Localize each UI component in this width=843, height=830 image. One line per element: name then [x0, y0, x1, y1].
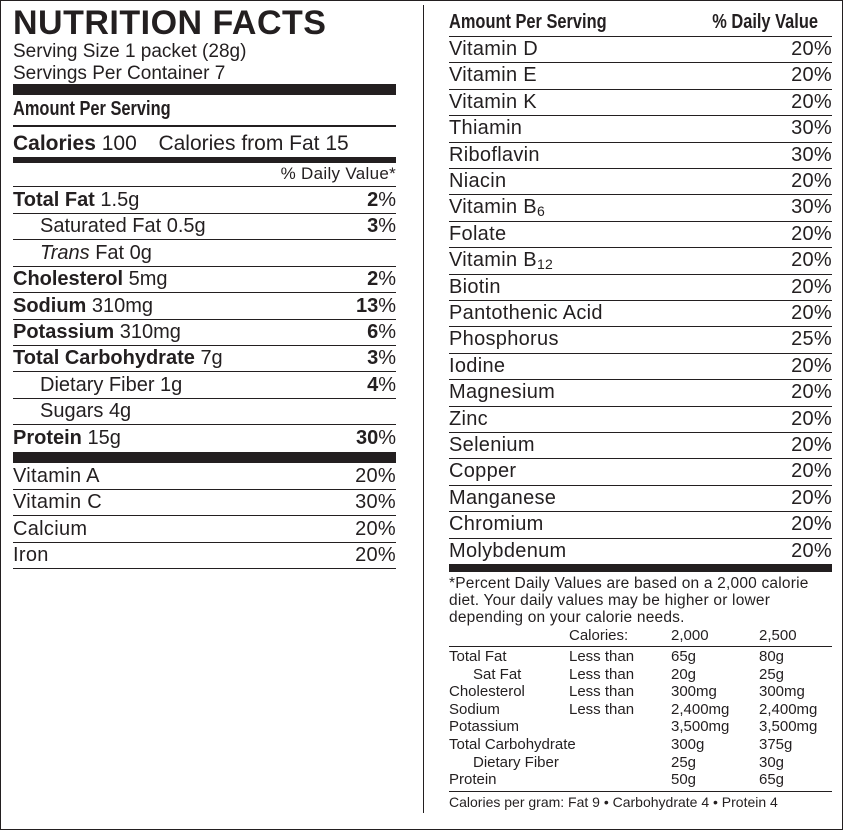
footnote-limit: Less than: [569, 665, 635, 683]
calories-row: [13, 131, 349, 157]
nutrient-name: Sugars: [40, 400, 104, 423]
vitamin-value: 20%: [791, 486, 832, 509]
vitamin-name: Vitamin C: [13, 491, 103, 514]
vitamin-name: Iron: [13, 544, 49, 567]
footnote-value-2000: 300mg: [671, 683, 717, 701]
column-divider: [423, 5, 424, 813]
vitamin-name-wrap: [449, 38, 538, 60]
vitamin-row: [449, 274, 832, 300]
vitamin-name-wrap: [449, 355, 505, 377]
vitamin-row: [449, 511, 832, 537]
nutrient-amount: 310mg: [119, 321, 181, 343]
footnote-value-2500: 375g: [759, 736, 793, 753]
amount-per-serving-header: [13, 97, 205, 121]
daily-value-footnote: *Percent Daily Values are based on a 2,000 calorie diet. Your daily values may be higher or lower depending on your calorie needs.: [449, 575, 809, 626]
right-daily-value: % Daily Value: [712, 11, 818, 33]
nutrient-row: [13, 372, 396, 398]
vitamin-name: Pantothenic Acid: [449, 302, 603, 324]
nutrient-amount: 7g: [200, 347, 223, 370]
vitamin-name-wrap: [449, 513, 544, 535]
nutrient-row: [13, 319, 396, 345]
nutrient-label: [13, 427, 121, 449]
nutrient-row: [13, 345, 396, 371]
vitamin-value: 20%: [791, 460, 832, 483]
footnote-row: [449, 648, 832, 666]
footnote-value-2500: 65g: [759, 771, 785, 789]
vitamin-value: 20%: [791, 64, 832, 87]
vitamin-row: [449, 458, 832, 484]
vitamin-value: 20%: [791, 381, 832, 404]
nutrient-percent: 2%: [367, 268, 396, 291]
vitamin-row: [449, 194, 832, 220]
vitamin-name-wrap: [449, 144, 540, 166]
vitamin-row: [449, 62, 832, 88]
vitamin-row: [449, 353, 832, 379]
vitamin-value: 30%: [355, 491, 396, 514]
vitamin-name-wrap: [449, 460, 516, 482]
vitamin-name-wrap: [449, 117, 522, 139]
vitamin-row: [449, 485, 832, 511]
vitamin-name-wrap: [449, 223, 506, 245]
right-amount-per-serving: Amount Per Serving: [449, 11, 607, 33]
vitamin-name-wrap: [449, 328, 559, 350]
daily-value-header: % Daily Value*: [280, 164, 396, 183]
thick-divider: [13, 84, 396, 95]
footnote-nutrient: Dietary Fiber: [473, 753, 559, 771]
vitamin-name: Vitamin B: [449, 249, 537, 272]
nutrient-row: [13, 187, 396, 213]
nutrient-row: [13, 240, 396, 266]
nutrient-row: [13, 425, 396, 451]
calories-col-label: Calories:: [569, 627, 629, 644]
amount-per-serving-label: Amount Per Serving: [13, 98, 171, 120]
nutrient-name: Protein: [13, 426, 82, 449]
nutrient-percent-value: 4: [367, 373, 379, 396]
vitamin-name-wrap: [449, 91, 537, 113]
nutrient-amount: 5mg: [128, 268, 168, 291]
thick-divider: [13, 452, 396, 463]
nutrient-label: [13, 215, 206, 237]
nutrient-name: Sodium: [13, 294, 87, 317]
vitamin-row: [449, 379, 832, 405]
vitamin-value: 30%: [791, 196, 832, 219]
vitamin-name: Biotin: [449, 275, 501, 298]
nutrient-row: [13, 213, 396, 239]
vitamin-name: Manganese: [449, 486, 557, 509]
vitamin-row: [449, 36, 832, 62]
calories-col-2000: 2,000: [671, 627, 709, 644]
nutrient-label: [13, 374, 182, 396]
nutrient-name: Fat: [95, 241, 125, 264]
vitamin-row: [449, 168, 832, 194]
vitamin-value: 20%: [355, 517, 396, 540]
footnote-value-2000: 20g: [671, 665, 697, 683]
vitamin-name-wrap: [449, 276, 501, 298]
nutrient-label: [13, 268, 168, 290]
vitamin-row: [449, 221, 832, 247]
footnote-nutrient: Cholesterol: [449, 683, 525, 701]
nutrient-amount: 1.5g: [100, 189, 140, 211]
footnote-nutrient: Potassium: [449, 718, 520, 736]
panel-title: NUTRITION FACTS: [13, 4, 327, 42]
vitamin-value: 20%: [791, 170, 832, 192]
nutrient-percent: 13%: [355, 294, 396, 317]
nutrient-percent-value: 6: [367, 321, 379, 343]
vitamin-value: 20%: [791, 513, 832, 536]
vitamin-name: Zinc: [449, 407, 488, 430]
vitamin-name-wrap: [449, 302, 603, 324]
nutrient-label: [13, 321, 181, 343]
vitamin-name: Vitamin A: [13, 465, 100, 487]
nutrient-label: [13, 189, 139, 211]
vitamin-value: 30%: [791, 117, 832, 140]
footnote-nutrient: Total Carbohydrate: [449, 736, 576, 753]
vitamin-value: 20%: [791, 249, 832, 272]
nutrient-percent: 2%: [367, 189, 396, 211]
vitamin-row: [449, 115, 832, 141]
footnote-value-2000: 65g: [671, 648, 697, 665]
divider: [449, 646, 832, 647]
vitamin-row: [13, 489, 396, 515]
footnote-calories-header: [449, 627, 832, 645]
vitamin-value: 20%: [791, 407, 832, 430]
divider: [13, 125, 396, 127]
footnote-value-2500: 3,500mg: [759, 718, 818, 736]
vitamin-value: 20%: [791, 275, 832, 298]
vitamin-name: Vitamin K: [449, 90, 537, 113]
vitamin-value: 20%: [791, 539, 832, 562]
footnote-nutrient: Protein: [449, 771, 497, 789]
nutrient-percent: 4%: [367, 373, 396, 396]
nutrient-percent-value: 13: [355, 294, 379, 317]
divider: [13, 568, 396, 569]
nutrient-amount: 0.5g: [166, 215, 206, 238]
footnote-limit: Less than: [569, 683, 635, 701]
nutrient-percent: 3%: [367, 347, 396, 370]
vitamin-value: 20%: [791, 302, 832, 324]
vitamin-value: 20%: [355, 544, 396, 567]
nutrient-amount: 4g: [108, 400, 132, 423]
vitamin-value: 20%: [791, 434, 832, 456]
nutrient-percent-value: 3: [367, 215, 379, 238]
nutrient-percent-value: 2: [367, 268, 379, 291]
vitamin-name: Iodine: [449, 354, 506, 377]
divider: [449, 791, 832, 792]
vitamin-name: Folate: [449, 222, 507, 245]
nutrient-amount: 310mg: [91, 294, 154, 317]
vitamin-row: [13, 542, 396, 568]
vitamin-name-wrap: [449, 196, 545, 218]
footnote-value-2500: 300mg: [759, 683, 805, 701]
vitamin-name: Selenium: [449, 434, 535, 456]
vitamin-name-wrap: [449, 170, 506, 192]
footnote-value-2000: 3,500mg: [671, 718, 730, 736]
footnote-row: [449, 754, 832, 772]
nutrient-name: Potassium: [13, 321, 115, 343]
vitamin-name: Chromium: [449, 513, 544, 536]
vitamin-name-wrap: [449, 487, 556, 509]
footnote-value-2500: 2,400mg: [759, 700, 818, 718]
vitamin-row: [449, 538, 832, 564]
footnote-limit: Less than: [569, 700, 635, 718]
vitamin-name: Magnesium: [449, 381, 556, 404]
vitamin-name: Molybdenum: [449, 539, 567, 562]
nutrient-percent-value: 2: [367, 189, 379, 211]
calories-from-fat: Calories from Fat 15: [158, 132, 349, 155]
vitamin-name-wrap: [449, 64, 537, 86]
vitamin-row: [449, 247, 832, 273]
nutrient-label: [13, 295, 153, 317]
thick-divider: [449, 564, 832, 572]
nutrient-amount: 1g: [160, 373, 183, 396]
footnote-row: [449, 736, 832, 754]
nutrient-row: [13, 398, 396, 424]
vitamin-name-wrap: [449, 408, 488, 430]
vitamin-row: [13, 516, 396, 542]
vitamin-name: Vitamin B: [449, 196, 537, 219]
vitamin-name-wrap: [449, 249, 553, 271]
calories-per-gram: Calories per gram: Fat 9 • Carbohydrate 4 • Protein 4: [449, 794, 778, 810]
nutrient-amount: 15g: [87, 426, 121, 449]
nutrient-percent: 6%: [367, 321, 396, 343]
footnote-limit: Less than: [569, 648, 635, 665]
vitamin-row: [449, 89, 832, 115]
nutrient-percent-value: 30: [355, 426, 379, 449]
vitamin-subscript: 6: [536, 203, 546, 220]
vitamin-name: Vitamin D: [449, 38, 539, 60]
vitamin-value: 20%: [791, 354, 832, 377]
vitamin-name: Copper: [449, 460, 517, 483]
nutrient-italic-prefix: Trans: [40, 241, 90, 264]
vitamin-name-wrap: [449, 540, 567, 562]
vitamin-value: 20%: [791, 38, 832, 60]
vitamin-row: [449, 326, 832, 352]
vitamin-value: 20%: [355, 465, 396, 487]
vitamin-value: 20%: [791, 222, 832, 245]
footnote-value-2000: 2,400mg: [671, 700, 730, 718]
footnote-row: [449, 718, 832, 736]
serving-size: Serving Size 1 packet (28g): [13, 41, 247, 62]
calories-col-2500: 2,500: [759, 627, 797, 644]
vitamin-row: [449, 406, 832, 432]
nutrient-label: [13, 400, 131, 422]
footnote-value-2500: 80g: [759, 648, 785, 665]
footnote-nutrient: Sat Fat: [473, 665, 522, 683]
nutrient-row: [13, 266, 396, 292]
footnote-row: [449, 701, 832, 719]
right-header: [449, 9, 832, 35]
nutrient-name: Cholesterol: [13, 268, 124, 291]
footnote-row: [449, 683, 832, 701]
footnote-nutrient: Sodium: [449, 700, 500, 718]
servings-per-container: Servings Per Container 7: [13, 63, 226, 84]
vitamin-row: [449, 142, 832, 168]
vitamin-name-wrap: [449, 381, 555, 403]
footnote-row: [449, 666, 832, 684]
vitamin-row: [449, 300, 832, 326]
vitamin-name: Thiamin: [449, 117, 523, 140]
nutrient-name: Saturated Fat: [40, 215, 162, 238]
calories-value: 100: [101, 132, 137, 155]
nutrient-name: Total Carbohydrate: [13, 347, 195, 370]
footnote-value-2500: 30g: [759, 753, 785, 771]
nutrient-label: [13, 347, 223, 369]
nutrient-percent: 3%: [367, 215, 396, 238]
vitamin-name: Vitamin E: [449, 64, 537, 87]
footnote-value-2000: 25g: [671, 753, 697, 771]
nutrient-row: [13, 293, 396, 319]
vitamin-value: 20%: [791, 90, 832, 113]
nutrient-label: [13, 242, 152, 264]
calories-label: Calories: [13, 132, 96, 155]
vitamin-value: 25%: [791, 328, 832, 351]
vitamin-subscript: 12: [536, 256, 554, 273]
footnote-value-2500: 25g: [759, 665, 785, 683]
vitamin-name: Phosphorus: [449, 328, 559, 351]
vitamin-name-wrap: [449, 434, 535, 456]
vitamin-row: [449, 432, 832, 458]
vitamin-name: Niacin: [449, 170, 507, 192]
nutrient-percent-value: 3: [367, 347, 379, 370]
footnote-row: [449, 771, 832, 789]
nutrient-name: Dietary Fiber: [40, 373, 155, 396]
vitamin-row: [13, 463, 396, 489]
vitamin-name: Calcium: [13, 517, 88, 540]
footnote-value-2000: 300g: [671, 736, 705, 753]
vitamin-value: 30%: [791, 143, 832, 166]
nutrient-percent: 30%: [355, 426, 396, 449]
nutrient-amount: 0g: [129, 241, 152, 264]
footnote-value-2000: 50g: [671, 771, 697, 789]
footnote-nutrient: Total Fat: [449, 648, 507, 665]
vitamin-name: Riboflavin: [449, 143, 540, 166]
nutrient-name: Total Fat: [13, 189, 95, 211]
